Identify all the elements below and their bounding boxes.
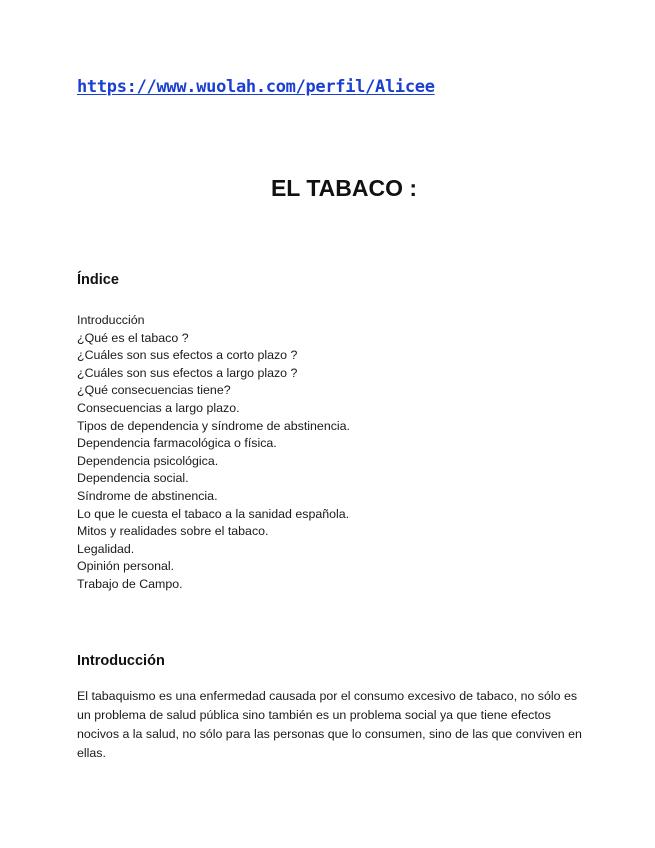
intro-paragraph: El tabaquismo es una enfermedad causada por el consumo excesivo de tabaco, no sólo es un problema de salud pública sino también es un problema social ya que tiene efectos nocivos a la salud, no sólo para las personas que lo consumen, sino de las que conviven en ellas. bbox=[77, 689, 582, 760]
toc-item: Opinión personal. bbox=[77, 559, 175, 574]
toc-item: Dependencia psicológica. bbox=[77, 453, 219, 468]
table-of-contents bbox=[77, 312, 350, 594]
intro-heading: Introducción bbox=[77, 653, 165, 669]
toc-item: ¿Cuáles son sus efectos a largo plazo ? bbox=[77, 365, 298, 380]
toc-item: Dependencia social. bbox=[77, 471, 189, 486]
toc-item: ¿Qué consecuencias tiene? bbox=[77, 383, 231, 398]
toc-item: Consecuencias a largo plazo. bbox=[77, 400, 240, 415]
toc-item: Legalidad. bbox=[77, 541, 135, 556]
index-heading: Índice bbox=[77, 272, 119, 288]
profile-link[interactable]: https://www.wuolah.com/perfil/Alicee bbox=[77, 77, 435, 97]
toc-item: Introducción bbox=[77, 313, 145, 327]
toc-item: ¿Qué es el tabaco ? bbox=[77, 330, 189, 345]
toc-item: Trabajo de Campo. bbox=[77, 576, 183, 591]
toc-item: Dependencia farmacológica o física. bbox=[77, 436, 277, 451]
toc-item: Tipos de dependencia y síndrome de abstinencia. bbox=[77, 418, 350, 433]
toc-item: Lo que le cuesta el tabaco a la sanidad española. bbox=[77, 506, 350, 521]
toc-item: Síndrome de abstinencia. bbox=[77, 488, 218, 503]
document-title: EL TABACO : bbox=[270, 175, 418, 201]
toc-item: Mitos y realidades sobre el tabaco. bbox=[77, 524, 269, 539]
toc-item: ¿Cuáles son sus efectos a corto plazo ? bbox=[77, 348, 298, 363]
